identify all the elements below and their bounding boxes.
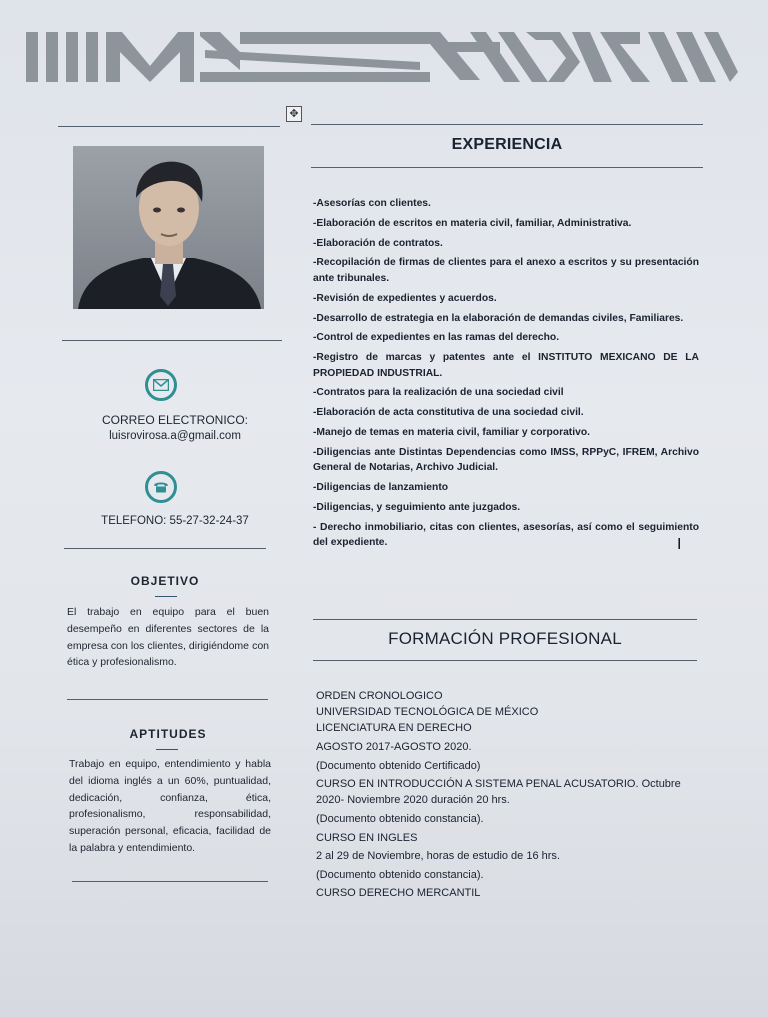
text-cursor-icon: I — [677, 536, 682, 553]
education-divider — [313, 660, 697, 661]
education-item: LICENCIATURA EN DERECHO — [316, 722, 472, 735]
experience-item: -Diligencias ante Distintas Dependencias como IMSS, RPPyC, IFREM, Archivo General de Notarias, Archivo Judicial. — [313, 446, 699, 474]
phone-number: TELEFONO: 55-27-32-24-37 — [101, 515, 249, 527]
header-banner — [0, 22, 768, 92]
education-item: AGOSTO 2017-AGOSTO 2020. — [316, 741, 472, 753]
experience-item: -Desarrollo de estrategia en la elaboración de demandas civiles, Familiares. — [313, 312, 684, 324]
experience-item: -Manejo de temas en materia civil, familiar y corporativo. — [313, 427, 590, 438]
experience-item: - Derecho inmobiliario, citas con clientes, asesorías, así como el seguimiento del expediente. — [313, 521, 699, 549]
left-divider-3 — [64, 548, 266, 549]
table-move-handle-icon[interactable]: ✥ — [286, 106, 302, 122]
objective-title: OBJETIVO — [130, 574, 200, 588]
education-title: FORMACIÓN PROFESIONAL — [388, 629, 622, 648]
experience-item: -Registro de marcas y patentes ante el INSTITUTO MEXICANO DE LA PROPIEDAD INDUSTRIAL. — [313, 352, 699, 379]
skills-underline — [156, 749, 178, 750]
email-value: luisrovirosa.a@gmail.com — [109, 430, 241, 442]
experience-item: -Elaboración de contratos. — [313, 237, 443, 249]
objective-text: El trabajo en equipo para el buen desempeño en diferentes sectores de la empresa con los clientes, dirigiéndome con ética y profesionalismo. — [67, 606, 269, 669]
left-divider-4 — [67, 699, 268, 700]
objective-underline — [155, 596, 177, 597]
education-item: CURSO EN INGLES — [316, 831, 418, 844]
education-top-divider — [313, 619, 697, 620]
profile-photo — [73, 146, 264, 309]
education-item: UNIVERSIDAD TECNOLÓGICA DE MÉXICO — [316, 706, 539, 719]
right-top-divider — [311, 124, 703, 125]
experience-list — [313, 196, 699, 555]
education-item: (Documento obtenido constancia). — [316, 868, 484, 881]
experience-item: -Asesorías con clientes. — [313, 198, 431, 209]
experience-item: -Revisión de expedientes y acuerdos. — [313, 292, 497, 304]
telephone-icon — [145, 471, 177, 503]
education-list — [316, 688, 696, 904]
experience-item: -Elaboración de acta constitutiva de una sociedad civil. — [313, 407, 584, 419]
experience-title: EXPERIENCIA — [451, 136, 563, 153]
skills-title: APTITUDES — [129, 727, 207, 741]
experience-item: -Diligencias, y seguimiento ante juzgados. — [313, 501, 521, 513]
email-label: CORREO ELECTRONICO: — [101, 413, 248, 427]
education-item: (Documento obtenido Certificado) — [316, 759, 481, 772]
experience-item: -Recopilación de firmas de clientes para el anexo a escritos y su presentación ante tribunales. — [313, 257, 699, 284]
experience-item: -Diligencias de lanzamiento — [313, 482, 449, 494]
left-divider-5 — [72, 881, 268, 882]
education-item: CURSO DERECHO MERCANTIL — [316, 887, 481, 900]
experience-item: -Control de expedientes en las ramas del derecho. — [313, 332, 560, 344]
education-item: 2 al 29 de Noviembre, horas de estudio de 16 hrs. — [316, 850, 560, 863]
education-item: (Documento obtenido constancia). — [316, 812, 484, 825]
left-top-divider — [58, 126, 280, 127]
envelope-icon — [145, 369, 177, 401]
experience-item: -Elaboración de escritos en materia civil, familiar, Administrativa. — [313, 217, 632, 229]
experience-item: -Contratos para la realización de una sociedad civil — [313, 387, 564, 399]
education-item: CURSO EN INTRODUCCIÓN A SISTEMA PENAL ACUSATORIO. Octubre 2020- Noviembre 2020 duración 20 hrs. — [316, 778, 681, 807]
left-divider-2 — [62, 340, 282, 341]
education-item: ORDEN CRONOLOGICO — [316, 690, 443, 702]
experience-divider — [311, 167, 703, 168]
skills-text: Trabajo en equipo, entendimiento y habla del idioma inglés a un 60%, puntualidad, dedicación, confianza, ética, profesionalismo, responsabilidad, superación personal, eficacia, facilidad de la palabra y entendimiento. — [69, 758, 271, 854]
